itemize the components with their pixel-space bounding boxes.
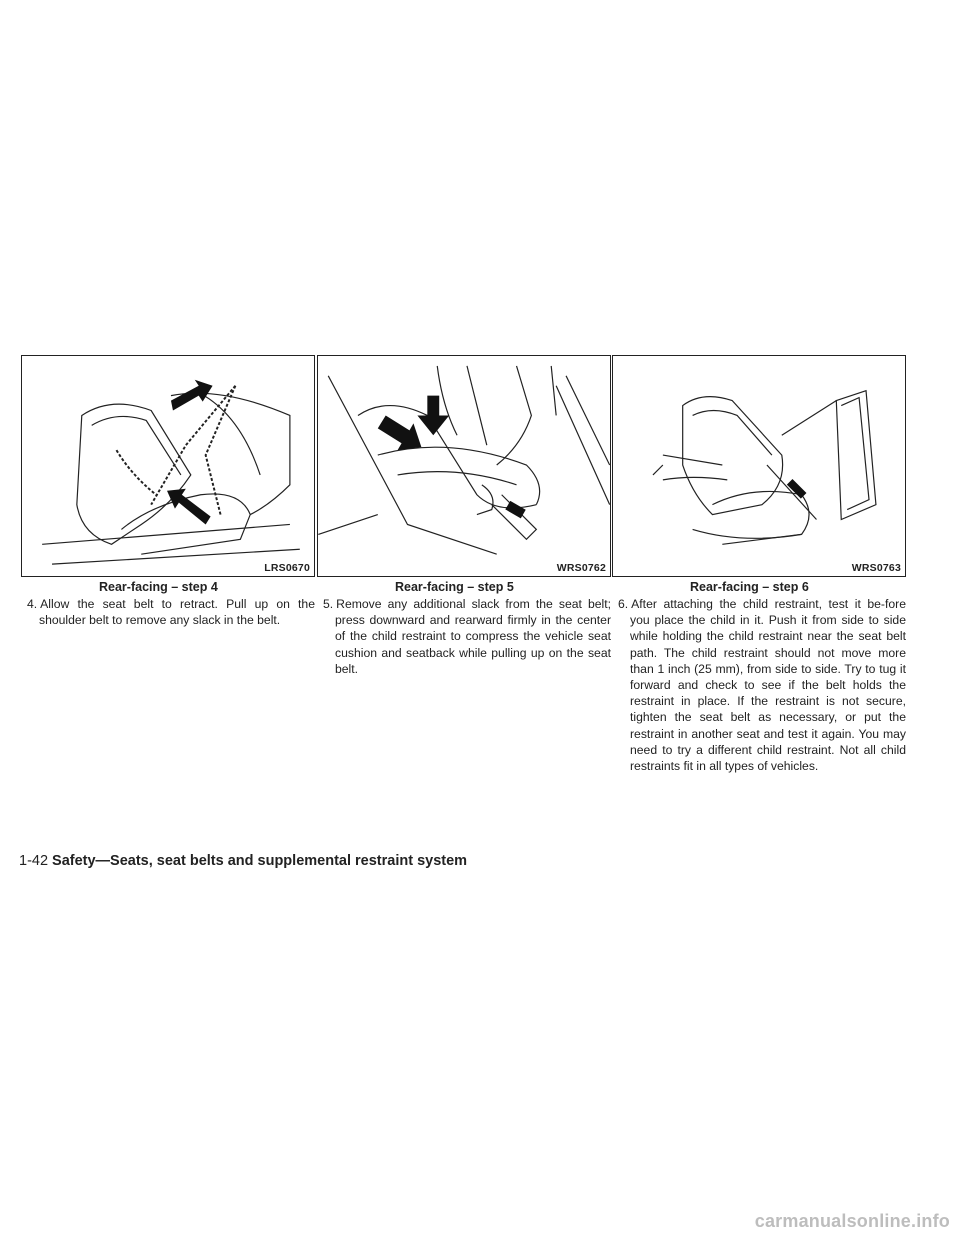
- step-body: After attaching the child restraint, test it be-fore you place the child in it. Push it from side to side while holding the child restraint near the seat belt path. The child restraint should not move more than 1 inch (25 mm), from side to side. Try to tug it forward and check to see if the belt holds the restraint in place. If the restraint is not secure, tighten the seat belt as necessary, or put the restraint in another seat and test it again. You may need to try a different child restraint. Not all child restraints fit in all types of vehicles.: [630, 597, 906, 774]
- child-seat-step-5-illustration: [318, 356, 610, 576]
- figure-caption: Rear-facing – step 5: [395, 580, 514, 594]
- step-number: 4.: [27, 597, 38, 611]
- figure-step-5: [317, 355, 611, 577]
- section-title: Safety—Seats, seat belts and supplemental restraint system: [52, 853, 468, 869]
- step-4-text: [21, 596, 315, 628]
- figure-column-step-5: [317, 355, 611, 677]
- figure-caption: Rear-facing – step 4: [99, 580, 218, 594]
- step-5-text: [317, 596, 611, 677]
- figure-caption: Rear-facing – step 6: [690, 580, 809, 594]
- figure-column-step-4: [21, 355, 315, 628]
- step-number: 5.: [323, 597, 334, 611]
- figure-column-step-6: [612, 355, 906, 774]
- figure-code: LRS0670: [264, 562, 310, 574]
- figure-code: WRS0763: [851, 562, 901, 574]
- watermark-link[interactable]: carmanualsonline.info: [754, 1211, 950, 1231]
- step-body: Remove any additional slack from the seat belt; press downward and rearward firmly in the center of the child restraint to compress the vehicle seat cushion and seatback while pulling up on the seat belt.: [335, 597, 611, 676]
- step-number: 6.: [618, 597, 629, 611]
- step-6-text: [612, 596, 906, 774]
- page-footer: [19, 853, 467, 869]
- figure-step-6: [612, 355, 906, 577]
- figure-step-4: [21, 355, 315, 577]
- page-number: 1-42: [19, 853, 49, 869]
- child-seat-step-4-illustration: [22, 356, 314, 576]
- step-body: Allow the seat belt to retract. Pull up on the shoulder belt to remove any slack in the belt.: [39, 597, 315, 628]
- child-seat-step-6-illustration: [613, 356, 905, 576]
- figure-code: WRS0762: [556, 562, 606, 574]
